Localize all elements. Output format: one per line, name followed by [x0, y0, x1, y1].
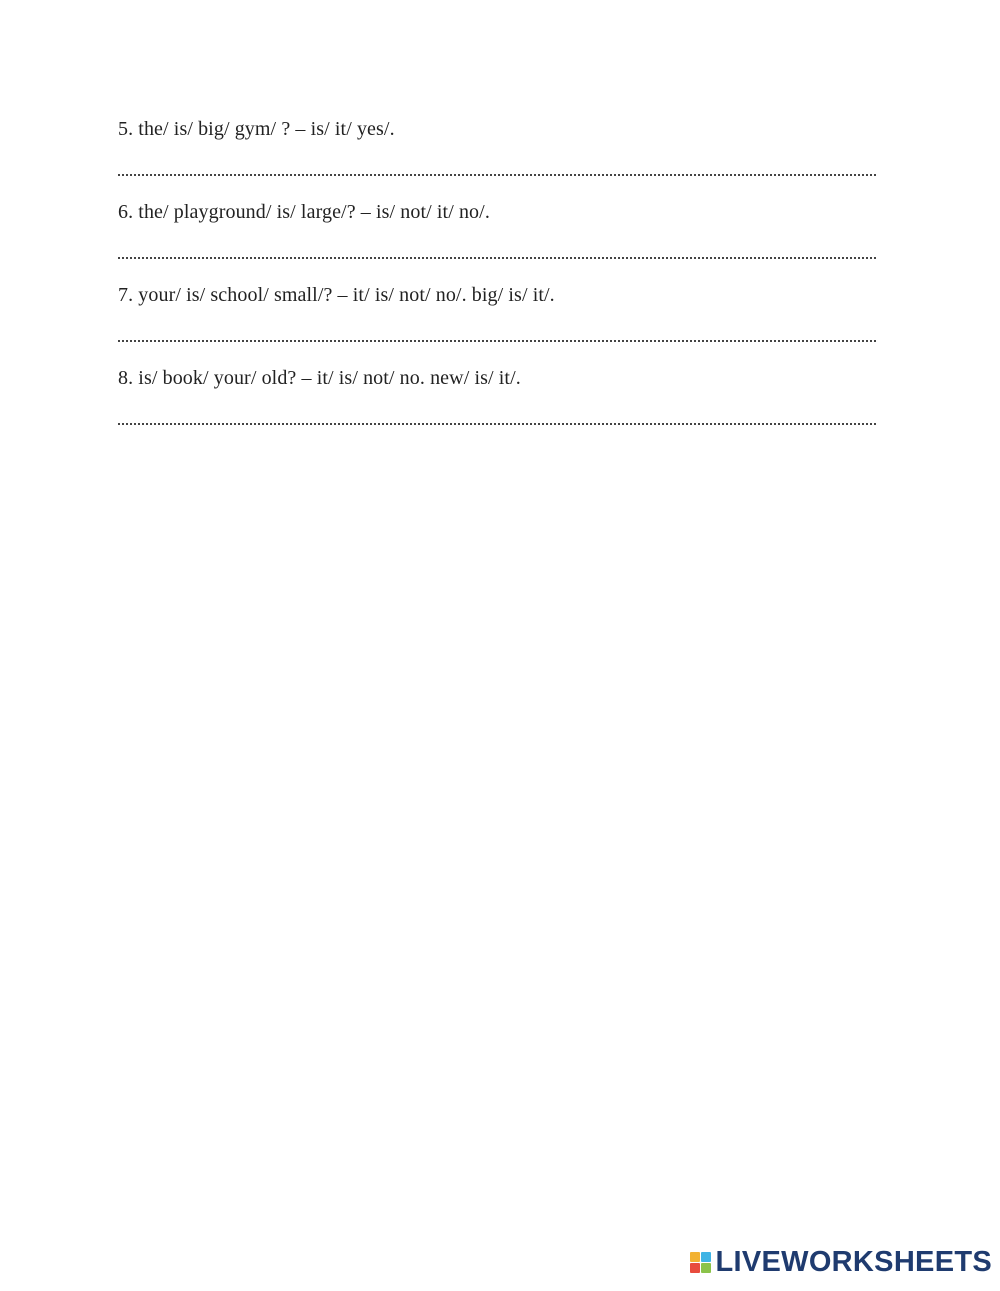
exercise-prompt: 7. your/ is/ school/ small/? – it/ is/ not/ no/. big/ is/ it/.	[118, 284, 555, 306]
liveworksheets-logo-icon	[690, 1252, 711, 1273]
exercise-5	[118, 112, 878, 195]
exercise-prompt: 6. the/ playground/ is/ large/? – is/ not/ it/ no/.	[118, 201, 490, 223]
answer-line[interactable]	[118, 257, 876, 259]
answer-line[interactable]	[118, 340, 876, 342]
logo-square-top-left	[690, 1252, 700, 1262]
logo-square-top-right	[701, 1252, 711, 1262]
exercise-6	[118, 195, 878, 278]
liveworksheets-brand[interactable]	[690, 1248, 993, 1277]
exercise-8	[118, 361, 878, 444]
answer-line[interactable]	[118, 423, 876, 425]
logo-square-bottom-right	[701, 1263, 711, 1273]
answer-line[interactable]	[118, 174, 876, 176]
exercise-7	[118, 278, 878, 361]
exercise-prompt: 5. the/ is/ big/ gym/ ? – is/ it/ yes/.	[118, 118, 395, 140]
worksheet	[118, 112, 878, 444]
exercise-prompt: 8. is/ book/ your/ old? – it/ is/ not/ no. new/ is/ it/.	[118, 367, 521, 389]
logo-square-bottom-left	[690, 1263, 700, 1273]
brand-name: LIVEWORKSHEETS	[715, 1246, 992, 1278]
